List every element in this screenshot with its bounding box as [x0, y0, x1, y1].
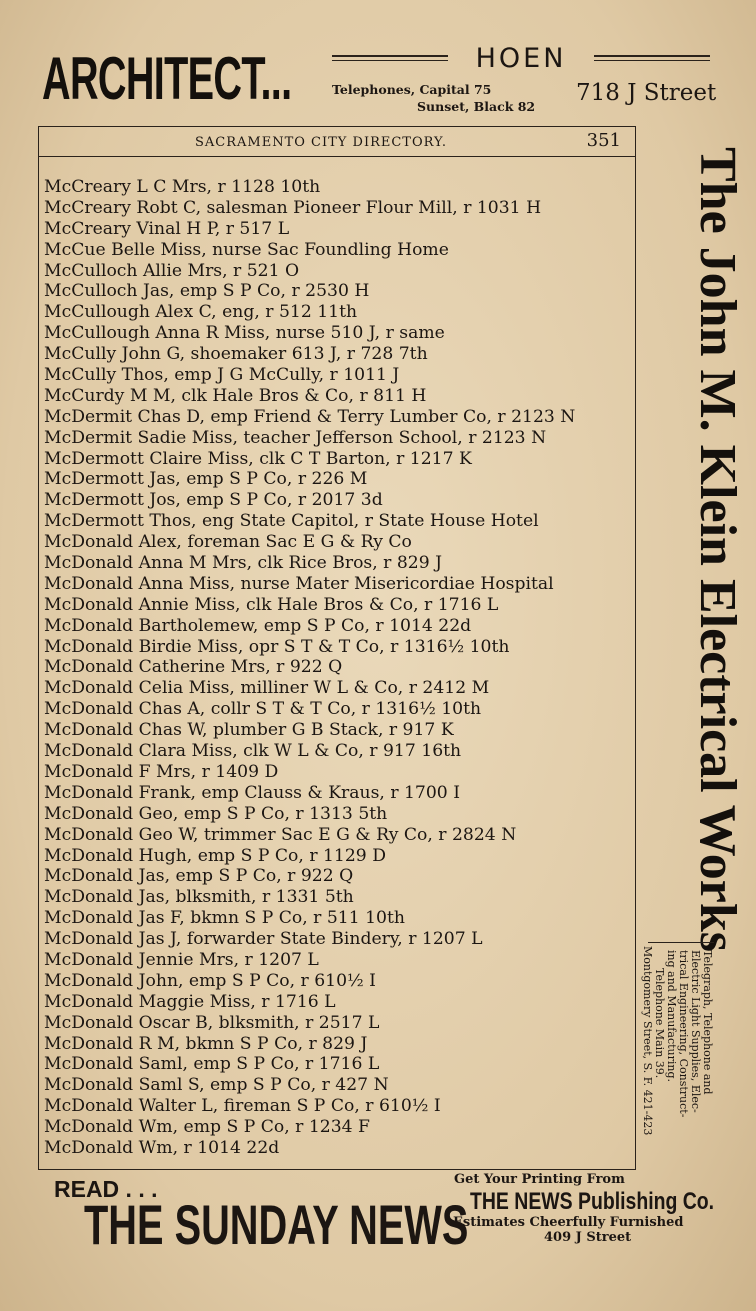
side-ad-line: Electric Light Supplies, Elec- [689, 950, 702, 1113]
klein-title: The John M. Klein Electrical Works [689, 147, 746, 953]
directory-entry: McDonald Chas W, plumber G B Stack, r 917 K [44, 720, 454, 741]
running-head [39, 127, 635, 157]
directory-entry: McDonald Saml, emp S P Co, r 1716 L [44, 1054, 380, 1075]
telephones-line-2: Sunset, Black 82 [417, 99, 536, 114]
printing-line: Get Your Printing From [454, 1172, 625, 1187]
directory-entry: McDonald Jas J, forwarder State Bindery, r 1207 L [44, 929, 483, 950]
telephones-line-1: Telephones, Capital 75 [332, 82, 492, 97]
publisher-address: 409 J Street [544, 1230, 632, 1245]
architect-address: 718 J Street [576, 80, 717, 106]
directory-entry: McCulloch Allie Mrs, r 521 O [44, 260, 300, 281]
side-divider [648, 942, 714, 943]
architect-heading: ARCHITECT... [42, 45, 292, 112]
directory-entry: McDonald Wm, emp S P Co, r 1234 F [44, 1117, 370, 1138]
directory-entry: McDonald Celia Miss, milliner W L & Co, r 2412 M [44, 678, 490, 699]
side-ad-line: ing and Manufacturing. [665, 950, 678, 1083]
directory-entry: McDonald Catherine Mrs, r 922 Q [44, 657, 343, 678]
directory-entry: McDonald Bartholemew, emp S P Co, r 1014 22d [44, 615, 472, 636]
page-number: 351 [586, 130, 621, 151]
directory-entry: McDonald Hugh, emp S P Co, r 1129 D [44, 845, 386, 866]
directory-entry: McDermott Claire Miss, clk C T Barton, r 1217 K [44, 448, 472, 469]
directory-entry: McDonald Frank, emp Clauss & Kraus, r 1700 I [44, 782, 460, 803]
side-ad-line: Telephone Main 39. [653, 968, 666, 1079]
directory-entry: McDonald Jas, emp S P Co, r 922 Q [44, 866, 354, 887]
directory-entry: McDonald Geo W, trimmer Sac E G & Ry Co, r 2824 N [44, 824, 517, 845]
directory-entry: McDonald Wm, r 1014 22d [44, 1137, 280, 1158]
rule-right [594, 55, 710, 61]
directory-entry: McCue Belle Miss, nurse Sac Foundling Home [44, 239, 449, 260]
directory-entry: McCully John G, shoemaker 613 J, r 728 7th [44, 344, 428, 365]
page-title: SACRAMENTO CITY DIRECTORY. [195, 135, 448, 150]
directory-entry: McDonald R M, bkmn S P Co, r 829 J [44, 1033, 368, 1054]
rule-left [332, 55, 448, 61]
directory-entry: McDonald Chas A, collr S T & T Co, r 1316½ 10th [44, 699, 482, 720]
directory-entry: McDonald Maggie Miss, r 1716 L [44, 991, 336, 1012]
directory-entry: McCreary L C Mrs, r 1128 10th [44, 177, 321, 197]
directory-entry: McDermit Sadie Miss, teacher Jefferson School, r 2123 N [44, 427, 547, 448]
directory-entry: McDonald Alex, foreman Sac E G & Ry Co [44, 532, 412, 553]
estimates-line: Estimates Cheerfully Furnished [453, 1215, 684, 1230]
directory-entry: McDonald Birdie Miss, opr S T & T Co, r 1316½ 10th [44, 636, 510, 657]
directory-entry: McCullough Anna R Miss, nurse 510 J, r same [44, 323, 445, 344]
directory-entry: McDonald Jas, blksmith, r 1331 5th [44, 887, 354, 908]
directory-entry: McDonald Oscar B, blksmith, r 2517 L [44, 1012, 380, 1033]
directory-entry: McDonald Anna M Mrs, clk Rice Bros, r 829 J [44, 553, 442, 574]
directory-entry: McDonald Jas F, bkmn S P Co, r 511 10th [44, 908, 405, 929]
directory-entry: McDonald Walter L, fireman S P Co, r 610½ I [44, 1096, 441, 1117]
directory-entry: McCurdy M M, clk Hale Bros & Co, r 811 H [44, 385, 427, 406]
directory-entry: McDonald Annie Miss, clk Hale Bros & Co, r 1716 L [44, 594, 499, 615]
directory-entry: McCreary Vinal H P, r 517 L [44, 218, 290, 239]
directory-entry: McDonald Clara Miss, clk W L & Co, r 917 16th [44, 741, 462, 762]
directory-entries [44, 177, 634, 1159]
directory-entry: McDonald Saml S, emp S P Co, r 427 N [44, 1075, 389, 1096]
directory-entry: McDonald Anna Miss, nurse Mater Misericordiae Hospital [44, 573, 554, 594]
hoen-name: HOEN [475, 43, 567, 74]
directory-entry: McDonald John, emp S P Co, r 610½ I [44, 970, 376, 991]
publisher-name: THE NEWS Publishing Co. [470, 1188, 715, 1215]
directory-entry: McCulloch Jas, emp S P Co, r 2530 H [44, 281, 370, 302]
side-ad-line: Montgomery Street, S. F. 421-423 [641, 946, 654, 1136]
directory-entry: McDonald Geo, emp S P Co, r 1313 5th [44, 803, 388, 824]
directory-entry: McDermott Jos, emp S P Co, r 2017 3d [44, 490, 383, 511]
side-ad-line: Telegraph, Telephone and [701, 950, 714, 1095]
sunday-news-heading: THE SUNDAY NEWS [84, 1193, 469, 1256]
hoen-banner [332, 44, 710, 74]
directory-entry: McDonald F Mrs, r 1409 D [44, 761, 279, 782]
side-ad-line: trical Engineering, Construct- [677, 950, 690, 1118]
directory-frame [38, 126, 636, 1170]
top-advertisement [0, 0, 756, 125]
directory-entry: McDermott Jas, emp S P Co, r 226 M [44, 469, 368, 490]
read-label: READ . . . [54, 1176, 158, 1202]
directory-entry: McDonald Jennie Mrs, r 1207 L [44, 949, 319, 970]
directory-entry: McCully Thos, emp J G McCully, r 1011 J [44, 365, 400, 386]
directory-entry: McDermit Chas D, emp Friend & Terry Lumber Co, r 2123 N [44, 406, 576, 427]
directory-entry: McCreary Robt C, salesman Pioneer Flour Mill, r 1031 H [44, 197, 542, 218]
directory-entry: McDermott Thos, eng State Capitol, r State House Hotel [44, 511, 539, 532]
directory-entry: McCullough Alex C, eng, r 512 11th [44, 302, 358, 323]
